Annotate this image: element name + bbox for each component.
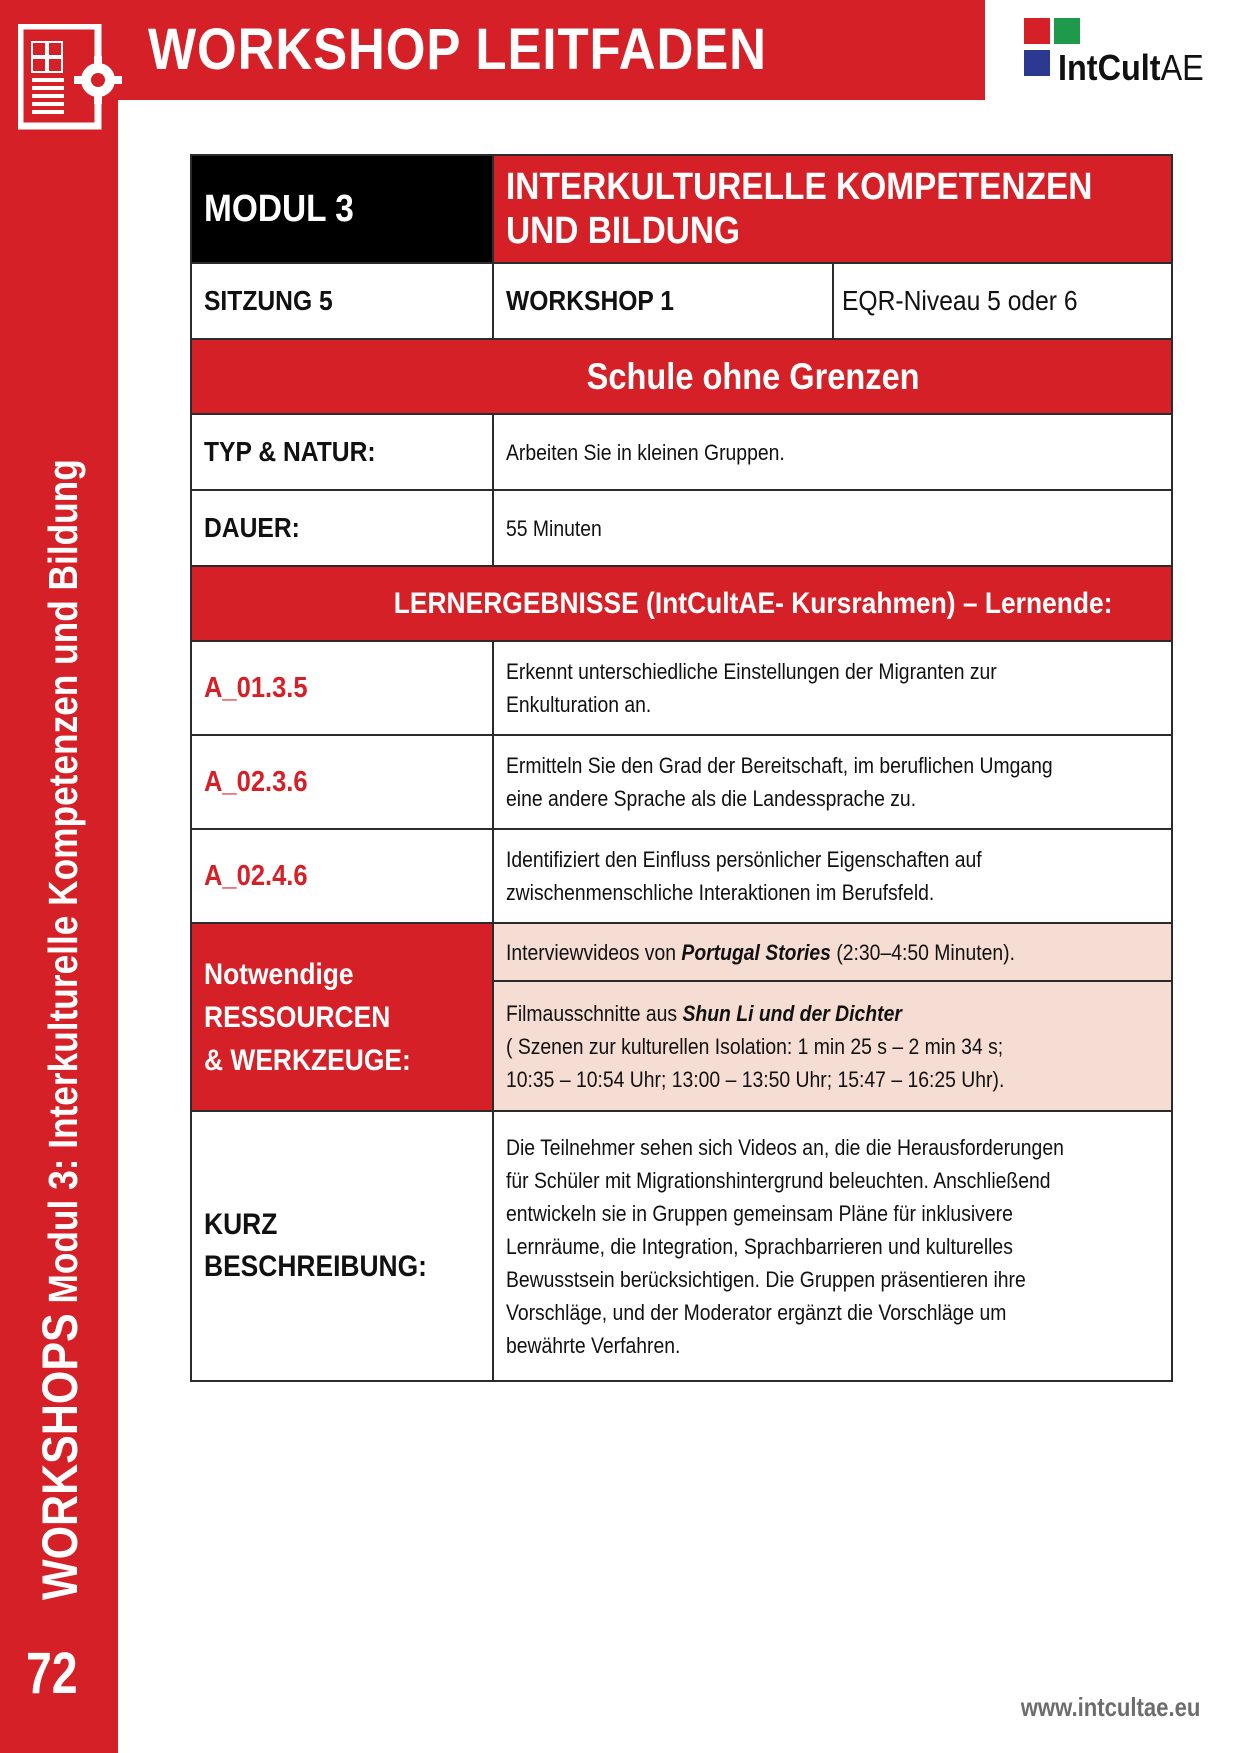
workshop-number: WORKSHOP 1 <box>493 263 833 339</box>
session-row <box>191 263 1172 339</box>
outcome-text: Ermitteln Sie den Grad der Bereitschaft, im beruflichen Umgang eine andere Sprache als die Landessprache zu. <box>493 735 1172 829</box>
duration-label: DAUER: <box>191 490 493 566</box>
duration-value: 55 Minuten <box>493 490 1172 566</box>
workshop-title: Schule ohne Grenzen <box>191 339 1172 414</box>
eqr-level: EQR-Niveau 5 oder 6 <box>833 263 1172 339</box>
duration-row <box>191 490 1172 566</box>
page-title: WORKSHOP LEITFADEN <box>148 17 767 82</box>
title-row <box>191 339 1172 414</box>
resources-label: Notwendige RESSOURCEN & WERKZEUGE: <box>191 923 493 1111</box>
resource-portugal-stories: Interviewvideos von Portugal Stories (2:30–4:50 Minuten). <box>493 923 1172 981</box>
outcomes-header-row <box>191 566 1172 641</box>
outcome-code: A_02.3.6 <box>191 735 493 829</box>
resource-shun-li: Filmausschnitte aus Shun Li und der Dichter ( Szenen zur kulturellen Isolation: 1 min 25 s – 2 min 34 s; 10:35 – 10:54 Uhr; 13:00 – 13:50 Uhr; 15:47 – 16:25 Uhr). <box>493 981 1172 1111</box>
vertical-section-title: WORKSHOPS Modul 3: Interkulturelle Kompetenzen und Bildung <box>32 459 88 1600</box>
workshop-document-gear-icon <box>18 24 122 132</box>
description-label: KURZ BESCHREIBUNG: <box>191 1111 493 1381</box>
logo-red-face-icon <box>1024 18 1050 44</box>
description-text: Die Teilnehmer sehen sich Videos an, die die Herausforderungen für Schüler mit Migrationshintergrund beleuchten. Anschließend entwickeln sie in Gruppen gemeinsam Pläne für inklusivere Lernräume, die Integration, Sprachbarrieren und kulturelles Bewusstsein berücksichtigen. Die Gruppen präsentieren ihre Vorschläge, und der Moderator ergänzt die Vorschläge um bewährte Verfahren. <box>493 1111 1172 1381</box>
outcome-text: Erkennt unterschiedliche Einstellungen der Migranten zur Enkulturation an. <box>493 641 1172 735</box>
module-label: MODUL 3 <box>191 155 493 263</box>
module-title: INTERKULTURELLE KOMPETENZEN UND BILDUNG <box>493 155 1172 263</box>
description-row <box>191 1111 1172 1381</box>
intcultae-logo <box>1024 18 1224 88</box>
type-row <box>191 414 1172 490</box>
workshop-table <box>190 154 1173 1382</box>
logo-wordmark: IntCultAE <box>1058 47 1204 88</box>
type-value: Arbeiten Sie in kleinen Gruppen. <box>493 414 1172 490</box>
logo-green-face-icon <box>1054 18 1080 44</box>
footer-url[interactable]: www.intcultae.eu <box>1020 1692 1200 1722</box>
resources-row <box>191 923 1172 981</box>
module-row <box>191 155 1172 263</box>
outcome-code: A_01.3.5 <box>191 641 493 735</box>
outcome-row <box>191 735 1172 829</box>
outcome-code: A_02.4.6 <box>191 829 493 923</box>
logo-blue-face-icon <box>1024 50 1050 76</box>
outcomes-header: LERNERGEBNISSE (IntCultAE- Kursrahmen) – Lernende: <box>191 566 1172 641</box>
outcome-row <box>191 829 1172 923</box>
page-number: 72 <box>26 1641 78 1706</box>
type-label: TYP & NATUR: <box>191 414 493 490</box>
session-label: SITZUNG 5 <box>191 263 493 339</box>
outcome-text: Identifiziert den Einfluss persönlicher Eigenschaften auf zwischenmenschliche Interaktionen im Berufsfeld. <box>493 829 1172 923</box>
outcome-row <box>191 641 1172 735</box>
